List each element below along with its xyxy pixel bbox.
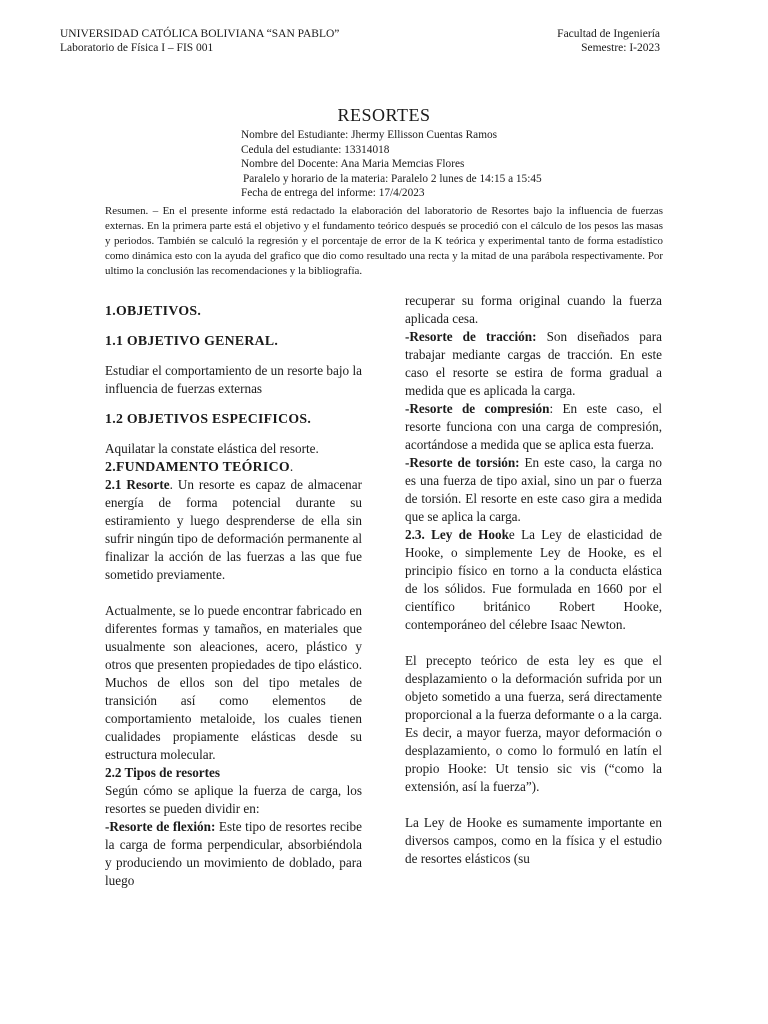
- label-torsion: -Resorte de torsión:: [405, 455, 520, 470]
- paragraph-traccion: [405, 328, 662, 400]
- student-info: [241, 128, 542, 201]
- header-left: [60, 27, 339, 55]
- student-id: Cedula del estudiante: 13314018: [241, 143, 390, 156]
- semester: Semestre: I-2023: [581, 42, 660, 54]
- paragraph-tipos: Según cómo se aplique la fuerza de carga, los resortes se pueden dividir en:: [105, 783, 362, 816]
- university-name: UNIVERSIDAD CATÓLICA BOLIVIANA “SAN PABLO”: [60, 28, 340, 40]
- header-right: [557, 27, 660, 55]
- paragraph-precepto: El precepto teórico de esta ley es que el desplazamiento o la deformación sufrida por un objeto sometido a una fuerza, será directamente proporcional a la fuerza deformante o a la carga. Es decir, a mayor fuerza, mayor deformación o desplazamiento, o como lo formuló en latín el propio Hooke: Ut tensio sic vis (“como la extensión, así la fuerza”).: [405, 653, 662, 794]
- text-compresion: : En este caso, el resorte funciona con una carga de compresión, acortándose a medida que se aplica esta fuerza.: [405, 401, 662, 452]
- paragraph-flexion: [105, 818, 362, 890]
- heading-objetivos: 1.OBJETIVOS.: [105, 303, 202, 318]
- lab-name: Laboratorio de Física I – FIS 001: [60, 42, 214, 54]
- text-flexion: Este tipo de resortes recibe la carga de forma perpendicular, absorbiéndola y produciendo un movimiento de doblado, para luego: [105, 819, 363, 888]
- schedule: Paralelo y horario de la materia: Paralelo 2 lunes de 14:15 a 15:45: [243, 172, 542, 185]
- paragraph-resorte: [105, 476, 362, 584]
- paragraph-importante: La Ley de Hooke es sumamente importante en diversos campos, como en la física y el estudio de resortes elásticos (su: [405, 815, 662, 866]
- text-resorte: . Un resorte es capaz de almacenar energía de forma potencial durante su estiramiento y luego desprenderse de ella sin sufrir ningún tipo de deformación permanente al finalizar la acción de las fuerzas a las que fue sometido previamente.: [105, 477, 363, 582]
- faculty-name: Facultad de Ingeniería: [557, 28, 660, 40]
- paragraph-actualmente: Actualmente, se lo puede encontrar fabricado en diferentes formas y tamaños, en materiales que usualmente son aleaciones, acero, plástico y otros que presenten propiedades de tipo elástico. Muchos de ellos son del tipo metales de transición así como elementos de comportamiento metaloide, los cuales tienen cualidades propiamente elásticas desde su estructura molecular.: [105, 603, 362, 762]
- student-name: Nombre del Estudiante: Jhermy Ellisson Cuentas Ramos: [241, 129, 498, 141]
- label-flexion: -Resorte de flexión:: [105, 819, 216, 834]
- heading-objetivo-general: 1.1 OBJETIVO GENERAL.: [105, 333, 279, 348]
- heading-tipos-text: 2.2 Tipos de resortes: [105, 765, 221, 780]
- heading-fundamento-text: 2.FUNDAMENTO TEÓRICO: [105, 459, 290, 474]
- heading-fundamento: [105, 458, 362, 476]
- paragraph-compresion: [405, 400, 662, 454]
- heading-objetivos-especificos: 1.2 OBJETIVOS ESPECIFICOS.: [105, 411, 312, 426]
- column-right: [405, 292, 662, 868]
- label-compresion: -Resorte de compresión: [405, 401, 550, 416]
- abstract: Resumen. – En el presente informe está redactado la elaboración del laboratorio de Resortes bajo la influencia de fuerzas externas. En la primera parte está el objetivo y el fundamento teórico después se procedió con el cálculo de los pesos las masas y periodos. También se calculó la regresión y el porcentaje de error de la K teórica y experimental tanto de forma estadístico como dinámica esto con la ayuda del grafico que dio como resultado una recta y la mitad de una parábola respectivamente. Por ultimo la conclusión las recomendaciones y la bibliografía.: [105, 205, 663, 278]
- text-traccion: Son diseñados para trabajar mediante cargas de tracción. En este caso el resorte se estira de forma gradual a medida que es aplicada la carga.: [405, 329, 662, 398]
- document-title: RESORTES: [337, 105, 431, 125]
- teacher-name: Nombre del Docente: Ana Maria Memcias Flores: [241, 158, 465, 170]
- delivery-date: Fecha de entrega del informe: 17/4/2023: [241, 187, 425, 199]
- paragraph-objetivo-general: Estudiar el comportamiento de un resorte bajo la influencia de fuerzas externas: [105, 363, 362, 396]
- label-hooke: 2.3. Ley de Hook: [405, 527, 509, 542]
- heading-fundamento-dot: .: [289, 459, 294, 474]
- paragraph-flexion-cont: recuperar su forma original cuando la fuerza aplicada cesa.: [405, 293, 662, 326]
- column-left: [105, 302, 362, 890]
- paragraph-objetivos-especificos: Aquilatar la constate elástica del resorte.: [105, 441, 319, 456]
- paragraph-torsion: [405, 454, 662, 526]
- paragraph-hooke: [405, 526, 662, 634]
- text-hooke: e La Ley de elasticidad de Hooke, o simplemente Ley de Hooke, es el principio físico en torno a la conducta elástica de los sólidos. Fue formulada en 1660 por el científico británico Robert Hooke, contemporáneo del célebre Isaac Newton.: [405, 527, 663, 632]
- heading-tipos: [105, 764, 362, 782]
- label-traccion: -Resorte de tracción:: [405, 329, 537, 344]
- label-resorte: 2.1 Resorte: [105, 477, 170, 492]
- text-torsion: En este caso, la carga no es una fuerza de tipo axial, sino un par o fuerza de torsión. El resorte en este caso gira a medida que se aplica la carga.: [405, 455, 662, 524]
